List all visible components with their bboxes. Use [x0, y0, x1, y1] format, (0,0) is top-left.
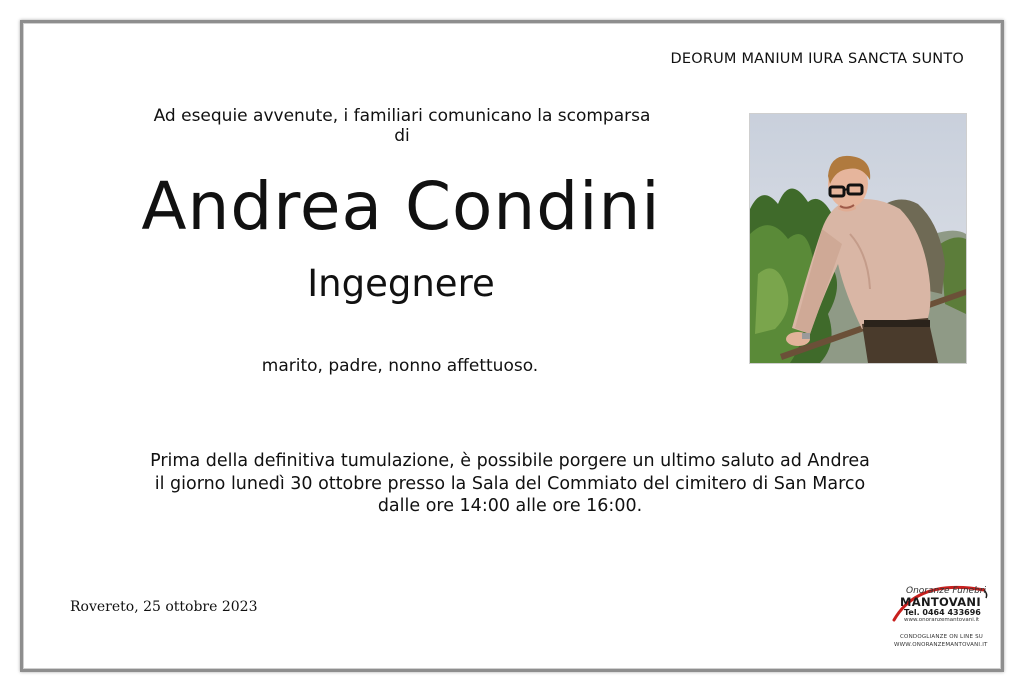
funeral-home-logo — [888, 578, 998, 658]
profession-text: Ingegnere — [307, 262, 495, 305]
condolences-label: CONDOGLIANZE ON LINE SU — [900, 634, 983, 640]
condolences-url: WWW.ONORANZEMANTOVANI.IT — [894, 642, 988, 648]
ceremony-line: dalle ore 14:00 alle ore 16:00. — [377, 496, 643, 516]
logo-website: www.onoranzemantovani.it — [904, 617, 980, 623]
motto-text: DEORUM MANIUM IURA SANCTA SUNTO — [670, 51, 964, 67]
ceremony-line: il giorno lunedì 30 ottobre presso la Sala del Commiato del cimitero di San Marco — [154, 473, 866, 494]
date-place: Rovereto, 25 ottobre 2023 — [70, 599, 258, 615]
logo-phone: Tel. 0464 433696 — [904, 608, 981, 617]
deceased-name: Andrea Condini — [141, 168, 661, 245]
logo-line1: Onoranze Funebri — [906, 586, 987, 596]
ceremony-line: Prima della definitiva tumulazione, è possibile porgere un ultimo saluto ad Andrea — [150, 451, 870, 471]
relations-text: marito, padre, nonno affettuoso. — [261, 356, 539, 376]
ceremony-info — [120, 450, 900, 518]
portrait-photo — [749, 113, 967, 364]
logo-brand: MANTOVANI — [900, 595, 981, 609]
intro-text: Ad esequie avvenute, i familiari comunicano la scomparsa di — [153, 106, 651, 146]
